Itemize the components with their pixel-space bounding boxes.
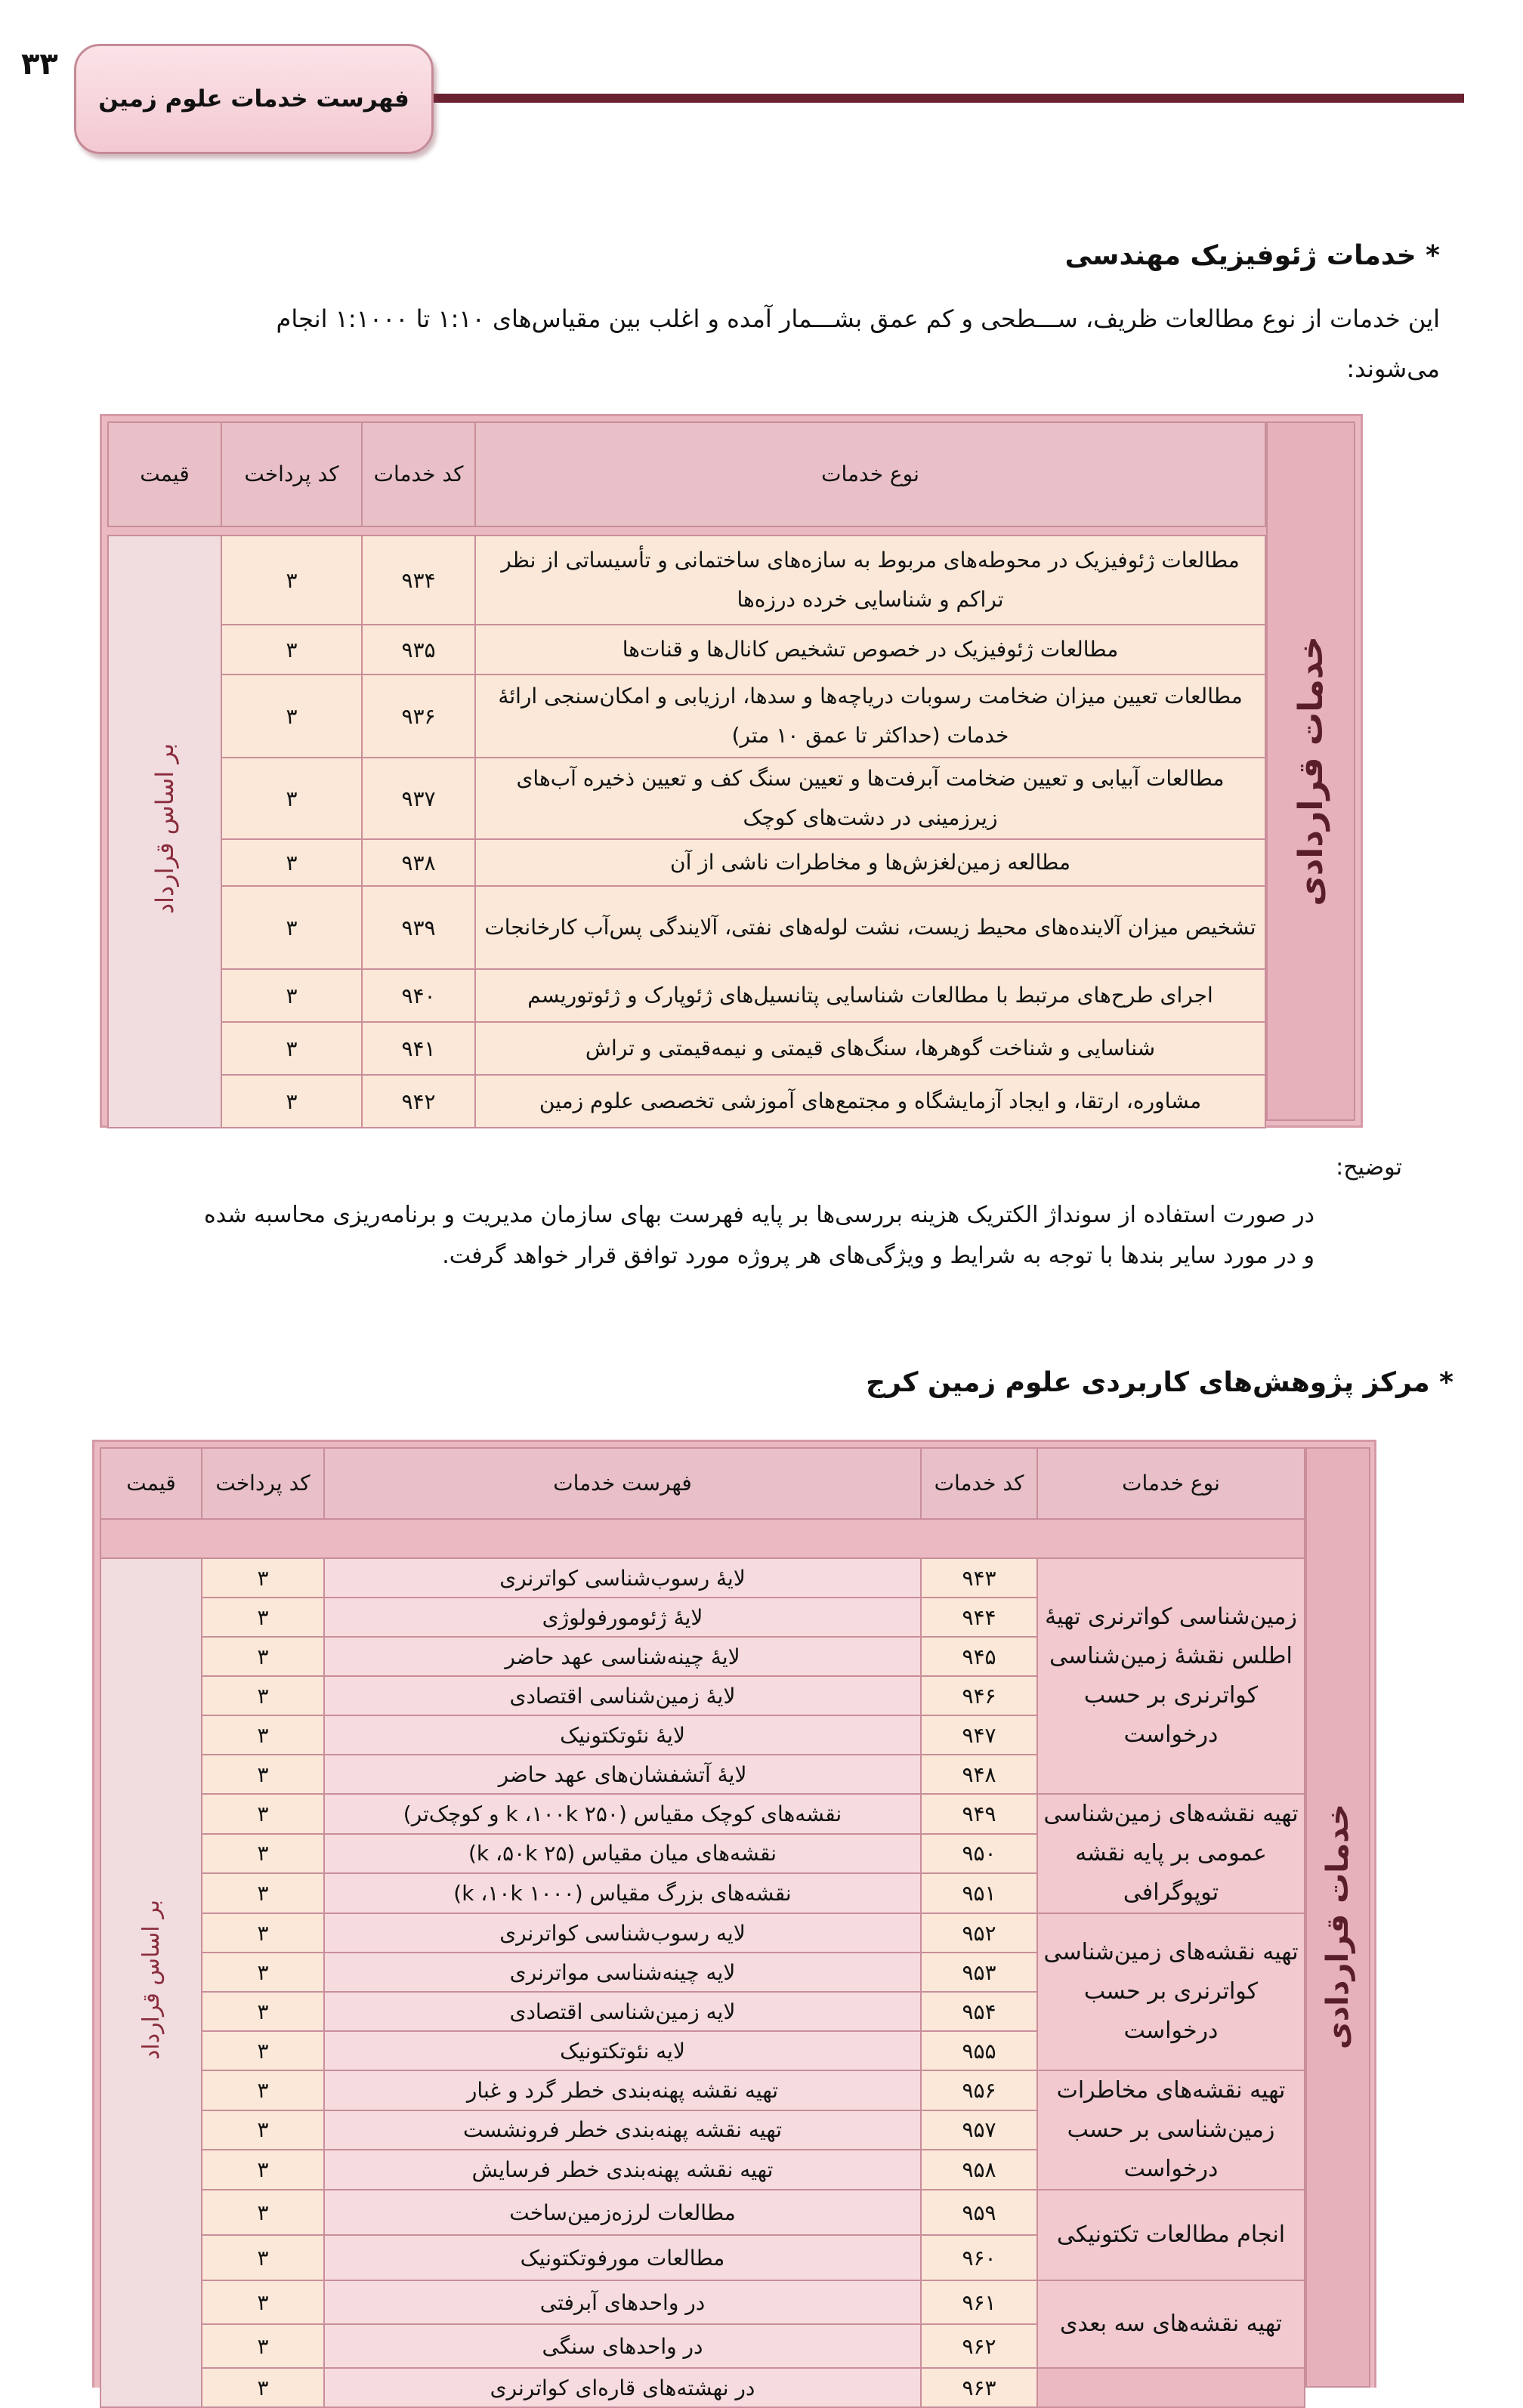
table2-item: لایهٔ آتشفشان‌های عهد حاضر bbox=[324, 1755, 921, 1794]
table-row bbox=[100, 2280, 1305, 2324]
table1-side-label-cell bbox=[1266, 421, 1355, 1121]
table2-code: ۹۶۳ bbox=[921, 2368, 1037, 2407]
table1-code: ۹۳۶ bbox=[362, 675, 475, 758]
table2-group-empty bbox=[1037, 2368, 1305, 2407]
table2-header-service-code: کد خدمات bbox=[921, 1448, 1037, 1519]
table1-price-text: بر اساس قرارداد bbox=[150, 742, 179, 915]
table2-item: مطالعات لرزه‌زمین‌ساخت bbox=[324, 2190, 921, 2235]
table2-pay: ۳ bbox=[202, 2110, 324, 2150]
table2-price-cell bbox=[100, 1558, 202, 2407]
table2-code: ۹۵۳ bbox=[921, 1953, 1037, 1992]
table2-code: ۹۵۱ bbox=[921, 1873, 1037, 1913]
table1-desc: مطالعات ژئوفیزیک در محوطه‌های مربوط به سازه‌های ساختمانی و تأسیساتی از نظر تراکم و شناسایی خرده درزه‌ها bbox=[475, 536, 1265, 625]
table2-group-name: تهیه نقشه‌های سه بعدی bbox=[1037, 2280, 1305, 2368]
table2-pay: ۳ bbox=[202, 1953, 324, 1992]
table1-pay: ۳ bbox=[221, 758, 362, 839]
table1-pay: ۳ bbox=[221, 1075, 362, 1128]
table1-code: ۹۳۵ bbox=[362, 625, 475, 675]
table1-desc: مطالعات تعیین میزان ضخامت رسوبات دریاچه‌ها و سدها، ارزیابی و امکان‌سنجی ارائهٔ خدمات (حداکثر تا عمق ۱۰ متر) bbox=[475, 675, 1265, 758]
table2-side-label: خدمات قراردادی bbox=[1321, 1804, 1355, 2050]
table1-code: ۹۳۴ bbox=[362, 536, 475, 625]
table1-price-cell bbox=[108, 536, 221, 1128]
table2-header-price: قیمت bbox=[100, 1448, 202, 1519]
table1-code: ۹۴۰ bbox=[362, 969, 475, 1022]
table1-desc: مشاوره، ارتقا، و ایجاد آزمایشگاه و مجتمع‌های آموزشی تخصصی علوم زمین bbox=[475, 1075, 1265, 1128]
table2-code: ۹۴۳ bbox=[921, 1558, 1037, 1598]
table2-code: ۹۴۵ bbox=[921, 1637, 1037, 1676]
table2-pay: ۳ bbox=[202, 2280, 324, 2324]
table2-pay: ۳ bbox=[202, 2368, 324, 2407]
table2-pay: ۳ bbox=[202, 2235, 324, 2280]
table2-header-service-list: فهرست خدمات bbox=[324, 1448, 921, 1519]
table-row bbox=[100, 2368, 1305, 2407]
table2-item: لایهٔ زمین‌شناسی اقتصادی bbox=[324, 1676, 921, 1715]
table2-code: ۹۶۱ bbox=[921, 2280, 1037, 2324]
table-row bbox=[100, 1913, 1305, 1953]
table1-desc: مطالعات آبیابی و تعیین ضخامت آبرفت‌ها و تعیین سنگ کف و تعیین ذخیره آب‌های زیرزمینی در دشت‌های کوچک bbox=[475, 758, 1265, 839]
table2-item: لایه نئوتکتونیک bbox=[324, 2031, 921, 2070]
table-row bbox=[108, 1075, 1265, 1128]
table2-header-service-type: نوع خدمات bbox=[1037, 1448, 1305, 1519]
table-row bbox=[100, 2070, 1305, 2110]
note-line1: در صورت استفاده از سونداژ الکتریک هزینه بررسی‌ها بر پایه فهرست بهای سازمان مدیریت و برنامه‌ریزی محاسبه شده bbox=[204, 1202, 1314, 1228]
table2-code: ۹۴۶ bbox=[921, 1676, 1037, 1715]
note-line2: و در مورد سایر بندها با توجه به شرایط و ویژگی‌های هر پروژه مورد توافق قرار خواهد گرفت. bbox=[442, 1243, 1314, 1269]
table2-group-name: انجام مطالعات تکتونیکی bbox=[1037, 2190, 1305, 2280]
table2-code: ۹۵۲ bbox=[921, 1913, 1037, 1953]
section1-title: * خدمات ژئوفیزیک مهندسی bbox=[1064, 240, 1440, 271]
table1-header-price: قیمت bbox=[108, 422, 221, 526]
table2-item: تهیه نقشه پهنه‌بندی خطر فرونشست bbox=[324, 2110, 921, 2150]
table1-pay: ۳ bbox=[221, 886, 362, 969]
table2-price-text: بر اساس قرارداد bbox=[137, 1900, 165, 2060]
table2-code: ۹۶۰ bbox=[921, 2235, 1037, 2280]
table1-header-service-code: کد خدمات bbox=[362, 422, 475, 526]
table2-pay: ۳ bbox=[202, 1992, 324, 2031]
table2-pay: ۳ bbox=[202, 2070, 324, 2110]
table-row bbox=[108, 625, 1265, 675]
table1-header-service-type: نوع خدمات bbox=[475, 422, 1265, 526]
table2-code: ۹۴۸ bbox=[921, 1755, 1037, 1794]
table1-desc: تشخیص میزان آلاینده‌های محیط زیست، نشت لوله‌های نفتی، آلایندگی پس‌آب کارخانجات bbox=[475, 886, 1265, 969]
table2-side-label-cell bbox=[1305, 1447, 1370, 2388]
table2-pay: ۳ bbox=[202, 2324, 324, 2368]
table2-item: نقشه‌های میان مقیاس (۲۵ k ،۵۰k) bbox=[324, 1834, 921, 1874]
table1-code: ۹۴۲ bbox=[362, 1075, 475, 1128]
table2-item: لایه رسوب‌شناسی کواترنری bbox=[324, 1913, 921, 1953]
table2-pay: ۳ bbox=[202, 1834, 324, 1874]
table2-pay: ۳ bbox=[202, 1558, 324, 1598]
table2-item: در واحدهای آبرفتی bbox=[324, 2280, 921, 2324]
table2-group-name: تهیه نقشه‌های مخاطرات زمین‌شناسی بر حسب درخواست bbox=[1037, 2070, 1305, 2190]
page-number: ۳۳ bbox=[21, 47, 58, 82]
table2-code: ۹۴۷ bbox=[921, 1715, 1037, 1755]
header-title: فهرست خدمات علوم زمین bbox=[98, 85, 409, 113]
table2 bbox=[100, 1447, 1305, 2408]
table1-code: ۹۳۸ bbox=[362, 839, 475, 886]
table1-gap bbox=[108, 526, 1265, 536]
header-rule bbox=[423, 94, 1464, 103]
table1-side-label: خدمات قراردادی bbox=[1291, 636, 1330, 906]
table2-item: مطالعات مورفوتکتونیک bbox=[324, 2235, 921, 2280]
table2-code: ۹۵۷ bbox=[921, 2110, 1037, 2150]
table2-pay: ۳ bbox=[202, 1873, 324, 1913]
table1-desc: اجرای طرح‌های مرتبط با مطالعات شناسایی پتانسیل‌های ژئوپارک و ژئوتوریسم bbox=[475, 969, 1265, 1022]
table2-pay: ۳ bbox=[202, 1715, 324, 1755]
table2-item: تهیه نقشه پهنه‌بندی خطر گرد و غبار bbox=[324, 2070, 921, 2110]
table2-item: لایهٔ ژئومورفولوژی bbox=[324, 1598, 921, 1637]
table2-item: لایه زمین‌شناسی اقتصادی bbox=[324, 1992, 921, 2031]
table1-pay: ۳ bbox=[221, 625, 362, 675]
table1-pay: ۳ bbox=[221, 536, 362, 625]
table1-pay: ۳ bbox=[221, 675, 362, 758]
table1-code: ۹۳۹ bbox=[362, 886, 475, 969]
table2-item: لایهٔ چینه‌شناسی عهد حاضر bbox=[324, 1637, 921, 1676]
table2-item: تهیه نقشه پهنه‌بندی خطر فرسایش bbox=[324, 2150, 921, 2190]
table2-group-name: تهیه نقشه‌های زمین‌شناسی عمومی بر پایه نقشه توپوگرافی bbox=[1037, 1794, 1305, 1913]
table1-desc: شناسایی و شناخت گوهرها، سنگ‌های قیمتی و نیمه‌قیمتی و تراش bbox=[475, 1022, 1265, 1075]
table-row bbox=[108, 675, 1265, 758]
table2-item: در واحدهای سنگی bbox=[324, 2324, 921, 2368]
table-row bbox=[108, 969, 1265, 1022]
table2-code: ۹۵۶ bbox=[921, 2070, 1037, 2110]
table-row bbox=[100, 1558, 1305, 1598]
table2-code: ۹۵۵ bbox=[921, 2031, 1037, 2070]
table2-pay: ۳ bbox=[202, 2031, 324, 2070]
table2-pay: ۳ bbox=[202, 2190, 324, 2235]
table2-header-row bbox=[100, 1448, 1305, 1519]
table-row bbox=[108, 839, 1265, 886]
header-title-box bbox=[74, 44, 434, 154]
table2-code: ۹۵۰ bbox=[921, 1834, 1037, 1874]
table2-item: نقشه‌های بزرگ مقیاس (۱۰۰۰ k ،۱۰k) bbox=[324, 1873, 921, 1913]
section1-intro-line2: می‌شوند: bbox=[1346, 354, 1440, 383]
table2-item: نقشه‌های کوچک مقیاس (۲۵۰ k ،۱۰۰k و کوچک‌تر) bbox=[324, 1794, 921, 1834]
table2-item: لایهٔ نئوتکتونیک bbox=[324, 1715, 921, 1755]
table2-pay: ۳ bbox=[202, 1913, 324, 1953]
table-row bbox=[100, 1794, 1305, 1834]
table1-pay: ۳ bbox=[221, 1022, 362, 1075]
table-row bbox=[108, 536, 1265, 625]
table-row bbox=[100, 2190, 1305, 2235]
table-row bbox=[108, 886, 1265, 969]
table1-code: ۹۳۷ bbox=[362, 758, 475, 839]
table1 bbox=[107, 421, 1266, 1128]
table2-gap bbox=[100, 1519, 1305, 1558]
table2-pay: ۳ bbox=[202, 1676, 324, 1715]
table1-header-payment-code: کد پرداخت bbox=[221, 422, 362, 526]
table2-item: لایه چینه‌شناسی مواترنری bbox=[324, 1953, 921, 1992]
table2-pay: ۳ bbox=[202, 1637, 324, 1676]
table2-pay: ۳ bbox=[202, 1598, 324, 1637]
table1-pay: ۳ bbox=[221, 969, 362, 1022]
table2-code: ۹۴۹ bbox=[921, 1794, 1037, 1834]
table2-code: ۹۴۴ bbox=[921, 1598, 1037, 1637]
table2-code: ۹۵۸ bbox=[921, 2150, 1037, 2190]
section2-title: * مرکز پژوهش‌های کاربردی علوم زمین کرج bbox=[866, 1367, 1453, 1398]
table2-item: لایهٔ رسوب‌شناسی کواترنری bbox=[324, 1558, 921, 1598]
table2-code: ۹۵۴ bbox=[921, 1992, 1037, 2031]
table1-pay: ۳ bbox=[221, 839, 362, 886]
table-row bbox=[108, 758, 1265, 839]
table1-header-row bbox=[108, 422, 1265, 526]
table2-code: ۹۵۹ bbox=[921, 2190, 1037, 2235]
table2-pay: ۳ bbox=[202, 1755, 324, 1794]
table1-desc: مطالعه زمین‌لغزش‌ها و مخاطرات ناشی از آن bbox=[475, 839, 1265, 886]
table2-code: ۹۶۲ bbox=[921, 2324, 1037, 2368]
table2-item: در نهشته‌های قاره‌ای کواترنری bbox=[324, 2368, 921, 2407]
table2-header-payment-code: کد پرداخت bbox=[202, 1448, 324, 1519]
table1-desc: مطالعات ژئوفیزیک در خصوص تشخیص کانال‌ها و قنات‌ها bbox=[475, 625, 1265, 675]
table2-group-name: زمین‌شناسی کواترنری تهیهٔ اطلس نقشهٔ زمین‌شناسی کواترنری بر حسب درخواست bbox=[1037, 1558, 1305, 1794]
note-label: توضیح: bbox=[1336, 1154, 1402, 1181]
table1-code: ۹۴۱ bbox=[362, 1022, 475, 1075]
table2-group-name: تهیه نقشه‌های زمین‌شناسی کواترنری بر حسب درخواست bbox=[1037, 1913, 1305, 2070]
section1-intro-line1: این خدمات از نوع مطالعات ظریف، ســـطحی و کم عمق بشـــمار آمده و اغلب بین مقیاس‌های ۱:۱۰ تا ۱:۱۰۰۰ انجام bbox=[276, 304, 1440, 333]
table-row bbox=[108, 1022, 1265, 1075]
table2-pay: ۳ bbox=[202, 1794, 324, 1834]
table2-pay: ۳ bbox=[202, 2150, 324, 2190]
